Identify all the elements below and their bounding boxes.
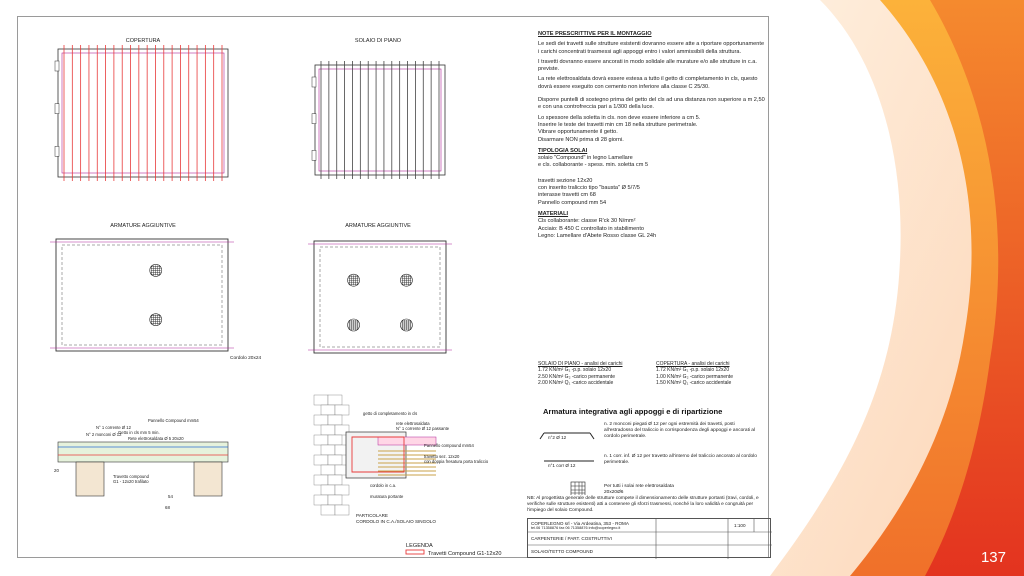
load-line: 2.50 KN/m² G₂ -carico permanente [538,373,615,380]
materiali-line: Acciaio: B 450 C controllato in stabilimento [538,225,645,232]
title-field: CARPENTERIE / PART. COSTRUTTIVI [531,536,612,541]
armatura-item: n. 1 corr. inf. Ø 12 per travetto all'interno del traliccio ancorato al cordolo perimetrale. [604,454,757,465]
section-label: Pannello Compound mm54 [148,418,199,423]
section-label: N° 2 monconi Ø 12 [86,432,122,437]
armatura-symbol-label: n°2 Ø 12 [548,435,567,440]
travetti-line: interasse travetti cm 68 [538,192,596,199]
plan-title-copertura: COPERTURA [125,38,161,44]
masonry-brick [335,485,349,495]
masonry-brick [321,425,335,435]
tipologia-title: TIPOLOGIA SOLAI [538,147,588,154]
travetti-line: Pannello compound mm 54 [538,199,607,206]
legend-title: LEGENDA [406,543,433,549]
notes-title: NOTE PRESCRITTIVE PER IL MONTAGGIO [538,31,652,37]
masonry-brick [314,435,328,445]
armatura-title: Armatura integrativa agli appoggi e di ripartizione [543,407,723,416]
technical-drawing-sheet [17,16,769,558]
section-beam [76,462,104,496]
section-label: getto di completamento in cls [363,411,418,416]
load-line: 1.50 KN/m² Q₁ -carico accidentale [656,380,732,387]
plan-cordolo [319,69,441,171]
page-number: 137 [980,549,1006,566]
notes-paragraph: La rete elettrosaldata dovrà essere estesa a tutto il getto di completamento in cls, questo dovrà essere eseguito con cemento non inferiore alla classe C 25/30. [538,76,758,90]
loads-copertura [656,361,768,387]
masonry-brick [328,495,342,505]
plan-opening [312,77,316,87]
armatura-item: n. 2 monconi piegati Ø 12 per ogni estremità dei travetti, posti all'estradosso del traliccio in corrispondenza degli appoggi e ancorati al cordolo perimetrale. [604,422,756,439]
plan-opening [55,61,59,71]
plan-title-armature-right: ARMATURE AGGIUNTIVE [345,223,411,229]
masonry-brick [328,395,342,405]
plan-title-solaio: SOLAIO DI PIANO [354,38,402,44]
dimension-label: 54 [168,494,173,499]
company-name: COPERLEGNO srl - Via Ardeatina, 353 - ROMA [531,521,629,526]
section-slab [58,442,228,462]
materiali-title: MATERIALI [538,210,569,217]
section-label: con doppia fresatura porta traliccio [424,459,489,464]
plan-opening [312,150,316,160]
company-contacts: tel.06 71358876 fax 06 71358876 info@coperlegno.it [531,526,621,530]
armatura-symbol-label: n°1 corr Ø 12 [548,463,576,468]
notes-paragraph: Disporre puntelli di sostegno prima del getto del cls ad una distanza non superiore a m 2,50 e con una controfreccia pari a 1/300 della luce. [538,97,765,111]
section-label: Pannello compound mm54 [424,443,474,448]
plan-opening [55,104,59,114]
notes-paragraph: Vibrare opportunamente il getto. [538,129,618,136]
plan-rebar [62,245,222,345]
notes-paragraph: Disarmare NON prima di 28 giorni. [538,136,624,143]
loads-header: COPERTURA - analisi dei carichi [656,361,730,367]
section-label: travetto sez. 12x20 [424,454,460,459]
plan-outline [314,241,446,353]
section-label: G1 - 12x20 trafilato [113,479,149,484]
masonry-brick [321,465,335,475]
masonry-brick [328,455,342,465]
armatura-item: Per tutti i solai rete elettrosaldata 20x20Ø6 [604,484,674,495]
section-label: cordolo in c.a. [370,483,397,488]
masonry-brick [314,475,328,485]
masonry-brick [328,415,342,425]
masonry-brick [335,505,349,515]
section-label: N° 1 corrente Ø 12 [96,425,131,430]
legend-item: Travetti Compound G1-12x20 [428,551,502,557]
loads-header: SOLAIO DI PIANO - analisi dei carichi [538,361,623,367]
notes-panel [538,31,766,240]
detail-caption: CORDOLO IN C.A./SOLAIO SINGOLO [356,519,436,524]
armatura-symbols [538,419,602,495]
masonry-brick [335,405,349,415]
section-label: N° 1 corrente Ø 12 passante [396,426,450,431]
notes-paragraph: I travetti dovranno essere ancorati in modo solidale alle murature e/o alle strutture in c.a. previste. [538,58,757,73]
plan-opening [312,114,316,124]
masonry-brick [314,415,328,425]
scale-value: 1:100 [734,523,746,528]
nb-note: NB: Al progettista generale delle strutture compete il dimensionamento delle strutture portanti (travi, cordoli, e verifiche sulle strutture esistenti) atti a contenere gli sforzi trasmessi, nonché la loro validità e congruità per l'impiego del solaio Compound. [527,496,759,513]
masonry-brick [328,475,342,485]
section-label: Getto in cls mm 5 min. [118,430,160,435]
travetti-line: travetti sezione 12x20 [538,177,593,184]
plan-title-armature-left: ARMATURE AGGIUNTIVE [110,223,176,229]
materiali-line: Legno: Lamellare d'Abete Rosso classe GL 24h [538,232,657,239]
masonry-brick [321,505,335,515]
masonry-brick [314,455,328,465]
plan-outline [56,239,228,351]
dimension-label: 68 [165,505,170,510]
load-line: 1.72 KN/m² G₁ -p.p. solaio 12x20 [538,367,612,374]
notes-paragraph: Lo spessore della soletta in cls. non deve essere inferiore a cm 5. [538,114,701,121]
section-label: muratura portante [370,494,404,499]
detail-caption: PARTICOLARE [356,513,388,518]
title-field: SOLAIO/TETTO COMPOUND [531,549,593,554]
load-line: 2.00 KN/m² Q₁ -carico accidentale [538,380,614,387]
masonry-brick [314,395,328,405]
masonry-brick [321,485,335,495]
loads-solaio [538,361,650,387]
notes-paragraph: Le sedi dei travetti sulle strutture esistenti dovranno essere atte a riportare opportunamente i carichi concentrati trasmessi agli appoggi entro i valori ammissibili della struttura. [538,41,765,55]
title-block [527,518,771,558]
tipologia-line: e cls. collaborante - spess. min. soletta cm 5 [538,162,649,169]
tipologia-line: solaio "Compound" in legno Lamellare [538,155,633,162]
plan-outline [58,49,228,177]
plan-outline [315,65,445,175]
load-line: 1.00 KN/m² G₂ -carico permanente [656,373,733,380]
materiali-line: Cls collaborante: classe R'ck 30 N/mm² [538,218,636,225]
masonry-brick [328,435,342,445]
section-beam [194,462,222,496]
legend-swatch [406,550,424,554]
masonry-brick [321,405,335,415]
plan-rebar [320,247,440,347]
masonry-brick [321,445,335,455]
cordolo-label: Cordolo 20x24 [230,356,262,361]
plan-opening [55,146,59,156]
masonry-brick [314,495,328,505]
travetti-line: con inserito traliccio tipo "bausta" Ø 5/7/5 [538,185,640,192]
load-line: 1.72 KN/m² G₁ -p.p. solaio 12x20 [656,367,730,374]
section-label: Rete elettrosaldata Ø 5 20x20 [128,436,184,441]
notes-paragraph: Inserire le teste dei travetti min cm 18 nella strutture perimetrale. [538,121,698,128]
section-label: rete elettrosaldata [396,421,430,426]
section-label: Travetto compound [113,474,149,479]
plan-cordolo [62,53,224,173]
dimension-label: 20 [54,468,59,473]
